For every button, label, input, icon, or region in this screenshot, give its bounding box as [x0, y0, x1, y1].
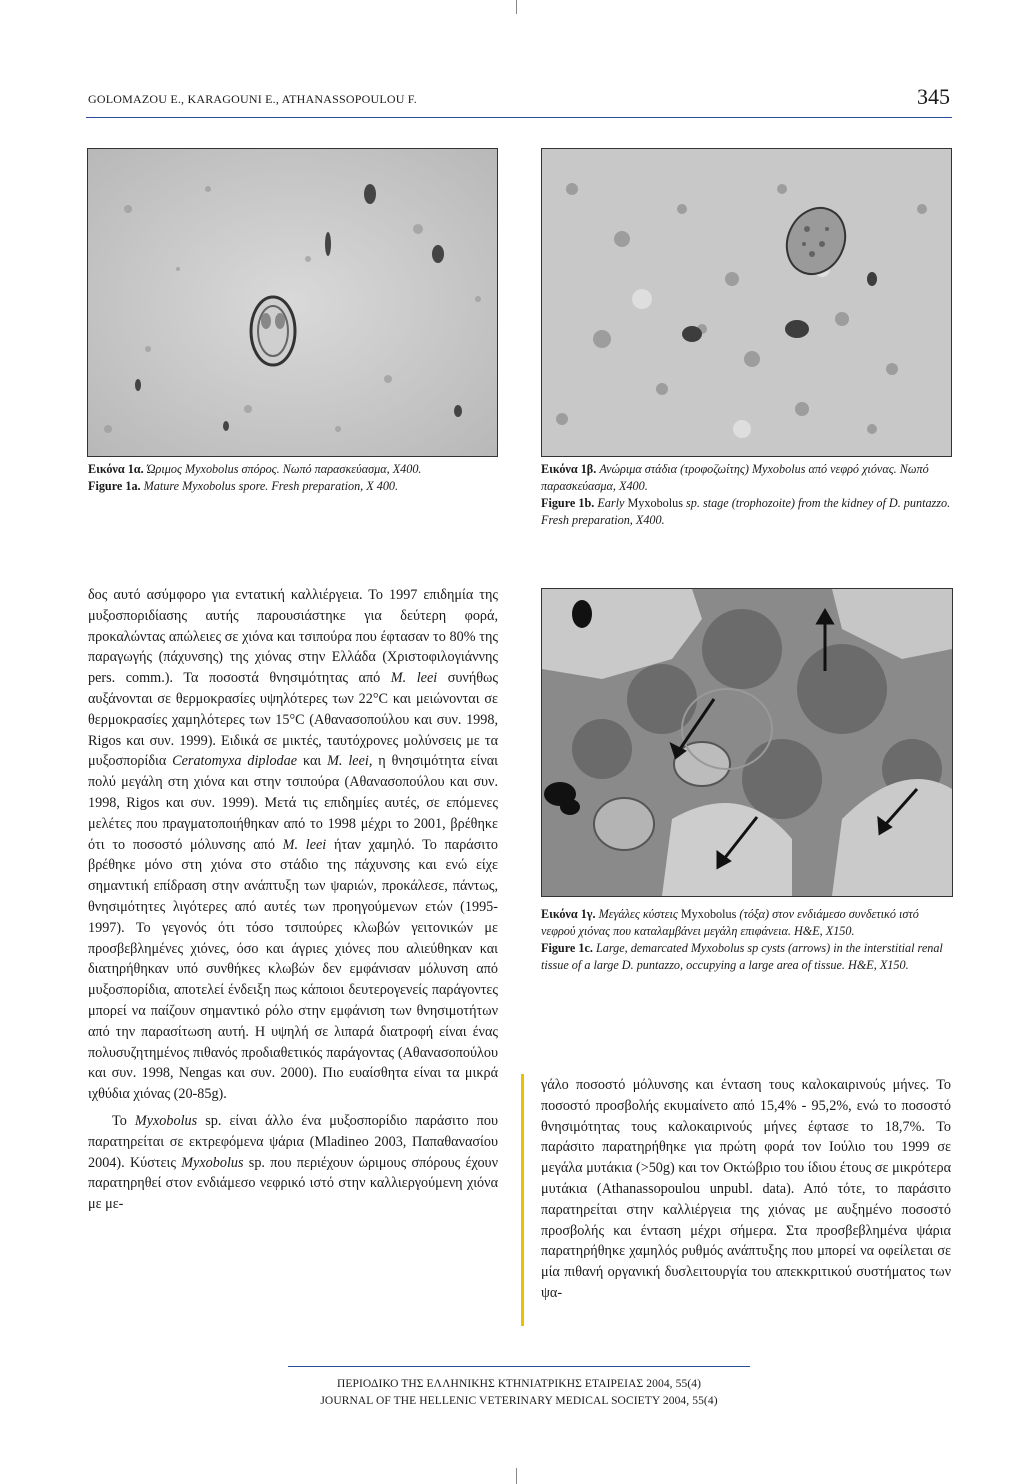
paragraph-2 [88, 1111, 498, 1215]
crop-mark-top [516, 0, 517, 14]
paragraph-2-part-c: sp. είναι άλλο ένα μυξοσπορίδιο παράσιτο που παρατηρείται σε εκτρεφόμενα ψάρια (Mladineo 2003, Παπαθανασίου 2004). Κύστεις [88, 1112, 498, 1171]
running-header-authors: GOLOMAZOU E., KARAGOUNI E., ATHANASSOPOULOU F. [88, 92, 417, 106]
species-name: Myxobolus [181, 1154, 244, 1171]
figure-1b-caption [541, 461, 953, 529]
figure-1c-micrograph [541, 588, 953, 897]
crop-mark-bottom [516, 1468, 517, 1484]
left-column-text [88, 585, 498, 1215]
figure-1a-greek-text: Ώριμος Myxobolus σπόρος. Νωπό παρασκεύασμα, Χ400. [146, 462, 422, 476]
species-name: M. leei, [327, 753, 373, 770]
page-number: 345 [917, 84, 950, 109]
paragraph-1 [88, 585, 498, 1105]
figure-1b-greek-text: Ανώριμα στάδια (τροφοζωίτης) Myxobolus από νεφρό χιόνας. Νωπό παρασκεύασμα, Χ400. [541, 462, 929, 493]
figure-1a-english-label: Figure 1a. [88, 479, 141, 493]
right-paragraph: γάλο ποσοστό μόλυνσης και ένταση τους καλοκαιρινούς μήνες. Το ποσοστό προσβολής εκυμαίνετο από 15,4% - 95,2%, ενώ το ποσοστό θνησιμότητας τους καλοκαιρινούς μήνες έφτασε το 18,7%. Το παράσιτο παρατηρήθηκε για πρώτη φορά τον Ιούλιο του 1999 σε μεγάλα μυτάκια (>50g) και τον Οκτώβριο του ίδιου έτους σε μικρότερα μυτάκια (Athanassopoulou unpubl. data). Από τότε, το παράσιτο παρατηρείται στην καλλιέργεια της χιόνας με αυξημένο ποσοστό προσβολής και ένταση μέχρι σήμερα. Στα προσβεβλημένα ψάρια παρατηρήθηκε χαμηλός ρυθμός ανάπτυξης που μπορεί να οφείλεται σε μία πιθανή οργανική δυσλειτουργία του απεκκριτικού συστήματος των ψα- [541, 1077, 951, 1301]
paragraph-2-part-e: sp. που περιέχουν ώριμους σπόρους έχουν παρατηρηθεί στον ενδιάμεσο νεφρικό ιστό στην καλλιεργούμενη χιόνα με με- [88, 1154, 498, 1213]
paragraph-1-part-a: δος αυτό ασύμφορο για εντατική καλλιέργεια. Το 1997 επιδημία της μυξοσποριδίασης αυτής παρουσιάστηκε για δεύτερη φορά, προκαλώντας απώλειες σε χιόνα και τσιπούρα που έφτασαν το 80% της παραγωγής (πάχυνσης) της χιόνας στην Ελλάδα (Χριστοφιλογιάννης pers. comm.). Τα ποσοστά θνησιμότητας από [88, 587, 498, 687]
figure-1c-greek-text-1: Μεγάλες κύστεις [598, 907, 681, 921]
figure-1b-english-label: Figure 1b. [541, 496, 595, 510]
figure-1c-greek-roman: Myxobolus [680, 907, 737, 921]
paragraph-1-part-i: ήταν χαμηλό. Το παράσιτο βρέθηκε μόνο στη χιόνα στο στάδιο της πάχυνσης και ενώ είχε σημαντική επίδραση στην ανάπτυξη των ψαριών, προκάλεσε, πάντως, θνησιμότητες λιγότερες από αυτές των προηγούμενων ετών (1995-1997). Το γεγονός ότι τόσο τσιπούρες κλωβών γειτονικών με προσβεβλημένες χιόνες, όσο και άγριες χιόνες που αλιεύθηκαν και διατηρήθηκαν υπό συνθήκες κλωβών δεν εμφάνισαν μόλυνση από μυξοσπορίδια, αποτελεί ένδειξη πως κάποιοι δευτερογενείς παράγοντες μπορεί να παίζουν σημαντικό ρόλο στην εμφάνιση των θνησιμοτήτων από την παρασίτωση αυτή. Η υψηλή σε λιπαρά διατροφή είναι ένας πολυσυζητημένος πιθανός προδιαθετικός παράγοντας (Αθανασοπούλου και συν. 1998, Nengas και συν. 2000). Πιο ευαίσθητα είναι τα μικρά ιχθύδια χιόνας (20-85g). [88, 836, 498, 1103]
paragraph-1-part-c: συνήθως αυξάνονται σε θερμοκρασίες υψηλότερες των 22°C και μειώνονται σε θερμοκρασίες χαμηλότερες των 15°C (Αθανασοπούλου και συν. 1998, Rigos και συν. 1999). Ειδικά σε μικτές, ταυτόχρονες μολύνσεις με τα μυξοσπορίδια [88, 670, 499, 770]
figure-1a-english-text: Mature Myxobolus spore. Fresh preparation, X 400. [143, 479, 399, 493]
species-name: M. leei [390, 670, 438, 687]
species-name: M. leei [282, 836, 327, 853]
right-column-text [541, 1075, 951, 1304]
figure-1b-greek-label: Εικόνα 1β. [541, 462, 597, 476]
paragraph-1-part-g: η θνησιμότητα είναι πολύ μεγάλη στη χιόνα και στην τσιπούρα (Αθανασοπούλου και συν. 1998, Rigos και συν. 1999). Μετά τις επιδημίες αυτές, σε επόμενες μελέτες που πραγματοποιήθηκαν από το 1998 μέχρι το 2001, βρέθηκε ότι το ποσοστό μόλυνσης από [88, 753, 498, 853]
header-rule [86, 117, 952, 118]
figure-1c-english-text: Large, demarcated Myxobolus sp cysts (arrows) in the interstitial renal tissue of a large D. puntazzo, occupying a large area of tissue. H&E, X150. [541, 941, 943, 972]
column-accent-bar [521, 1074, 524, 1326]
species-name: Ceratomyxa diplodae [172, 753, 298, 770]
figure-1b-english-text-1: Early [597, 496, 628, 510]
species-name: Myxobolus [134, 1112, 198, 1129]
figure-1c-greek-label: Εικόνα 1γ. [541, 907, 596, 921]
figure-1a-caption [88, 461, 498, 495]
figure-1a-greek-label: Εικόνα 1α. [88, 462, 144, 476]
footer-journal-english: JOURNAL OF THE HELLENIC VETERINARY MEDICAL SOCIETY 2004, 55(4) [320, 1395, 718, 1407]
paragraph-2-part-a: Το [112, 1112, 135, 1129]
figure-1c-caption [541, 906, 951, 974]
figure-1a-micrograph [87, 148, 498, 457]
figure-1b-micrograph [541, 148, 952, 457]
figure-1b-english-roman: Myxobolus [627, 496, 683, 510]
figure-1c-english-label: Figure 1c. [541, 941, 593, 955]
footer-journal-greek: ΠΕΡΙΟΔΙΚΟ ΤΗΣ ΕΛΛΗΝΙΚΗΣ ΚΤΗΝΙΑΤΡΙΚΗΣ ΕΤΑΙΡΕΙΑΣ 2004, 55(4) [336, 1378, 702, 1390]
footer-rule [288, 1366, 750, 1367]
paragraph-1-part-e: και [297, 753, 328, 770]
figure-1b-english-text-2: sp. stage (trophozoite) from the kidney of D. puntazzo. Fresh preparation, X400. [541, 496, 951, 527]
figure-1c-greek-text-2: (τόξα) στον ενδιάμεσο συνδετικό ιστό νεφρού χιόνας που καταλαμβάνει μεγάλη επιφάνεια. H&E, X150. [541, 907, 919, 938]
